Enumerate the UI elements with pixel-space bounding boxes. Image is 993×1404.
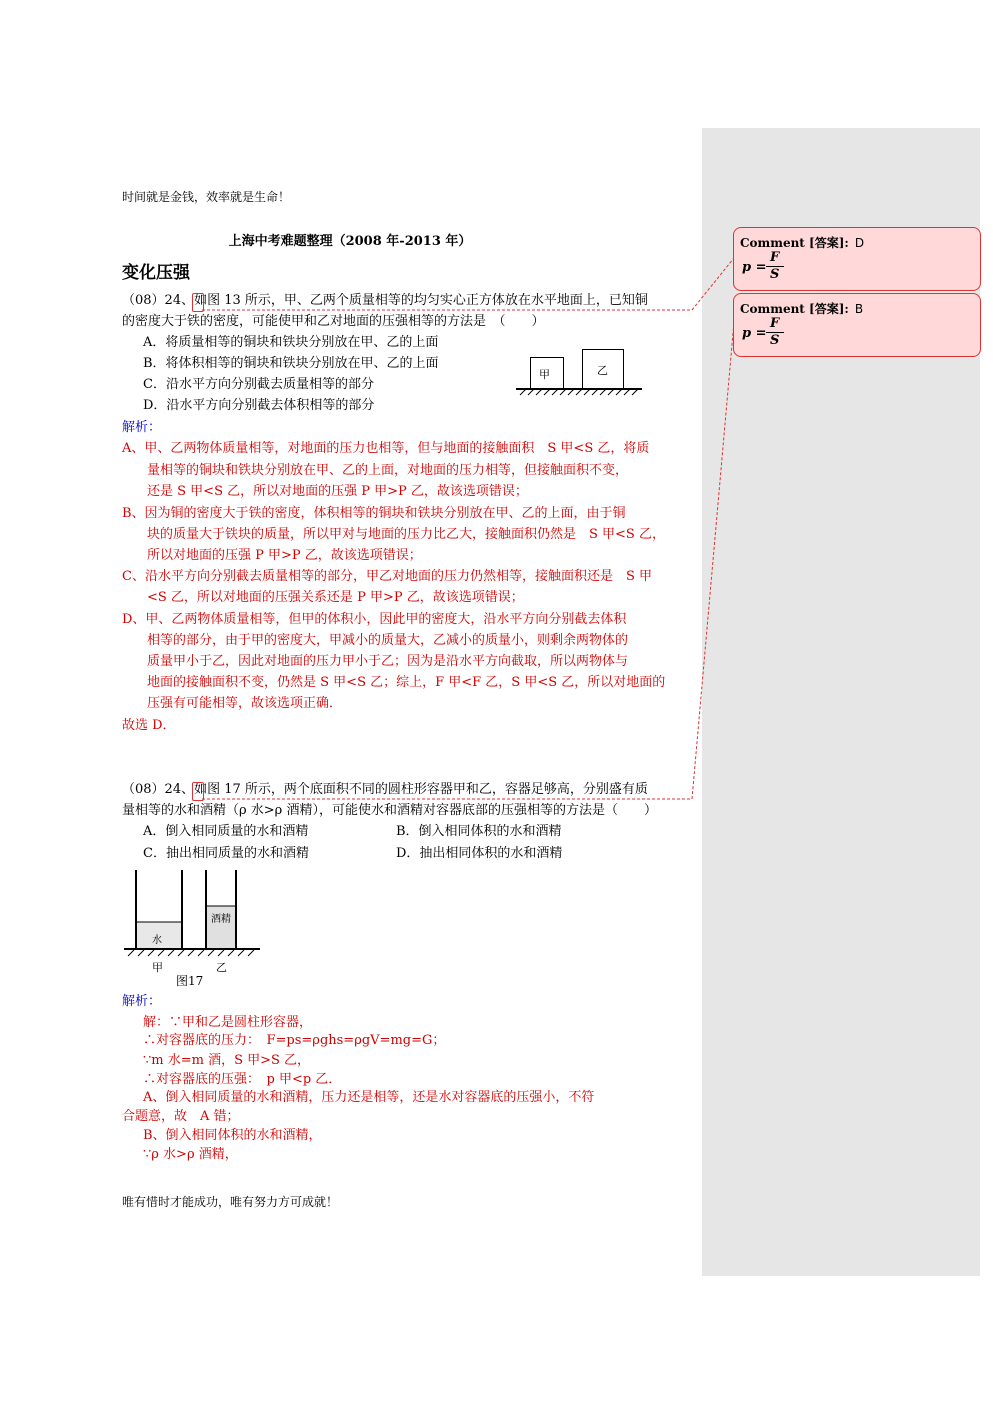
q1-analysis-line: 相等的部分，由于甲的密度大，甲减小的质量大，乙减小的质量小，则剩余两物体的	[147, 633, 629, 648]
q1-analysis-line: 地面的接触面积不变，仍然是 S 甲<S 乙；综上，F 甲<F 乙，S 甲<S 乙，所以对地面的	[147, 675, 666, 690]
q1-analysis-line: A、甲、乙两物体质量相等，对地面的压力也相等，但与地面的接触面积 S 甲<S 乙，将质	[122, 441, 650, 456]
q2-analysis-line: 合题意，故 A 错；	[122, 1109, 240, 1124]
q1-analysis-line: <S 乙，所以对地面的压强关系还是 P 甲>P 乙，故该选项错误；	[147, 590, 524, 605]
comment-box[interactable]: Comment [答案]: B p = F S	[733, 293, 981, 357]
q2-option-d: D．抽出相同体积的水和酒精	[396, 846, 563, 861]
q1-analysis-line: C、沿水平方向分别截去质量相等的部分，甲乙对地面的压力仍然相等，接触面积还是 S 甲	[122, 569, 652, 584]
comment-anchor-marker[interactable]	[192, 293, 204, 312]
cube-jia-label: 甲	[539, 368, 550, 381]
q2-stem-line1: （08）24、如图 17 所示，两个底面积不同的圆柱形容器甲和乙，容器足够高，分别盛有质	[122, 782, 648, 797]
q2-option-c: C．抽出相同质量的水和酒精	[143, 846, 309, 861]
q1-stem-line1: （08）24、如图 13 所示，甲、乙两个质量相等的均匀实心正方体放在水平地面上，已知铜	[122, 293, 648, 308]
q2-analysis-line: ∵ρ 水>ρ 酒精，	[143, 1147, 238, 1162]
q1-option-a: A．将质量相等的铜块和铁块分别放在甲、乙的上面	[143, 335, 439, 350]
q1-analysis-line: 量相等的铜块和铁块分别放在甲、乙的上面，对地面的压力相等，但接触面积不变，	[147, 463, 629, 478]
q1-analysis-line: 质量甲小于乙，因此对地面的压力甲小于乙；因为是沿水平方向截取，所以两物体与	[147, 654, 629, 669]
page-footer: 唯有惜时才能成功，唯有努力方可成就！	[122, 1195, 339, 1209]
ground-hatch	[514, 345, 654, 400]
q2-option-b: B．倒入相同体积的水和酒精	[396, 824, 562, 839]
q1-option-c: C．沿水平方向分别截去质量相等的部分	[143, 377, 374, 392]
comment-answer: B	[854, 302, 864, 316]
q1-analysis-line: 还是 S 甲<S 乙，所以对地面的压强 P 甲>P 乙，故该选项错误；	[147, 484, 528, 499]
q1-stem-line2: 的密度大于铁的密度，可能使甲和乙对地面的压强相等的方法是 （ ）	[122, 314, 545, 329]
q1-analysis-line: 块的质量大于铁块的质量，所以甲对与地面的压力比乙大，接触面积仍然是 S 甲<S 乙，	[147, 527, 665, 542]
q2-analysis-line: 解：∵甲和乙是圆柱形容器，	[143, 1015, 313, 1030]
alcohol-label: 酒精	[211, 914, 231, 925]
q1-analysis-line: 所以对地面的压强 P 甲>P 乙，故该选项错误；	[147, 548, 422, 563]
water-label: 水	[152, 931, 162, 946]
containers-drawing	[120, 870, 265, 960]
q1-analysis-line: D、甲、乙两物体质量相等，但甲的体积小，因此甲的密度大，沿水平方向分别截去体积	[122, 612, 627, 627]
q2-analysis-line: ∴对容器底的压力： F=ps=ρghs=ρgV=mg=G；	[143, 1033, 446, 1048]
container-yi-label: 乙	[216, 961, 227, 974]
comment-label: Comment [答案]: D	[740, 236, 865, 250]
comment-box[interactable]: Comment [答案]: D p = F S	[733, 227, 981, 291]
page-header: 时间就是金钱，效率就是生命！	[122, 190, 291, 204]
q1-analysis-line: B、因为铜的密度大于铁的密度，体积相等的铜块和铁块分别放在甲、乙的上面，由于铜	[122, 506, 626, 521]
figure-17-caption: 图17	[176, 974, 204, 988]
cube-yi-label: 乙	[597, 364, 608, 377]
container-jia-label: 甲	[152, 961, 163, 974]
q2-analysis-line: B、倒入相同体积的水和酒精，	[143, 1128, 322, 1143]
q2-analysis-line: ∵m 水=m 酒，S 甲>S 乙，	[143, 1053, 311, 1068]
comment-answer: D	[854, 236, 865, 250]
section-title: 变化压强	[122, 263, 190, 283]
figure-17-containers	[120, 870, 265, 990]
figure-13-cubes	[514, 345, 654, 400]
q2-analysis-line: A、倒入相同质量的水和酒精，压力还是相等，还是水对容器底的压强小，不符	[143, 1090, 595, 1105]
q1-answer: 故选 D．	[122, 718, 176, 733]
q1-option-d: D．沿水平方向分别截去体积相等的部分	[143, 398, 375, 413]
comment-anchor-marker[interactable]	[192, 782, 204, 801]
q1-option-b: B．将体积相等的铜块和铁块分别放在甲、乙的上面	[143, 356, 439, 371]
q1-analysis-line: 压强有可能相等，故该选项正确．	[147, 696, 343, 711]
q1-analysis-label: 解析：	[122, 420, 162, 435]
q2-stem-line2: 量相等的水和酒精（ρ 水>ρ 酒精），可能使水和酒精对容器底部的压强相等的方法是（ ）	[122, 803, 657, 818]
q2-analysis-label: 解析：	[122, 994, 162, 1009]
q2-analysis-line: ∴对容器底的压强： p 甲<p 乙．	[143, 1072, 342, 1087]
page-title: 上海中考难题整理（2008 年-2013 年）	[228, 234, 472, 249]
comment-label: Comment [答案]: B	[740, 302, 864, 316]
q2-option-a: A．倒入相同质量的水和酒精	[143, 824, 309, 839]
